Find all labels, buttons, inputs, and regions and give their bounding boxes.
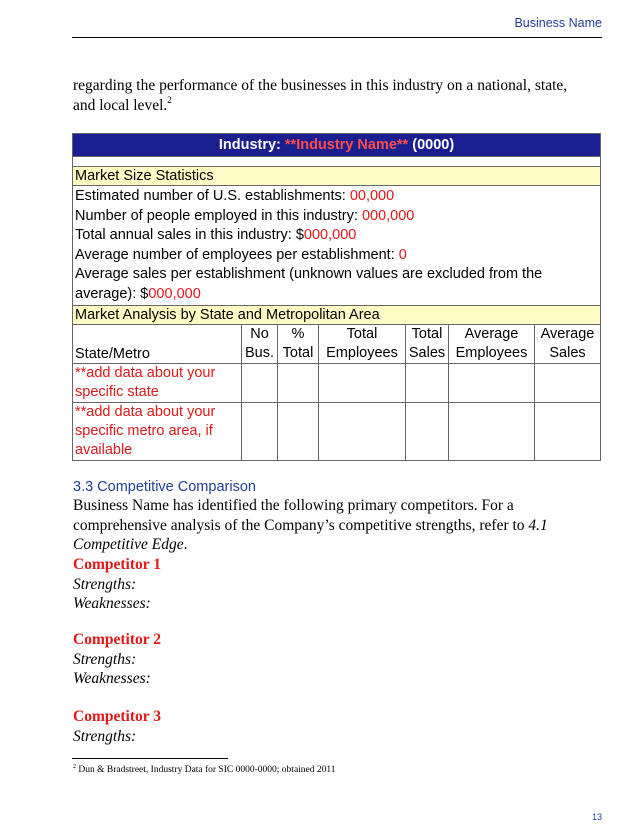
intro-footnote-ref: 2 bbox=[167, 95, 172, 105]
table-cell bbox=[449, 364, 535, 403]
industry-table bbox=[72, 133, 601, 461]
table-spacer bbox=[73, 157, 601, 167]
industry-title-name: **Industry Name** bbox=[284, 137, 409, 153]
competitor-weaknesses: Weaknesses: bbox=[73, 595, 151, 612]
table-cell bbox=[278, 403, 319, 461]
col-avg-employees: Average Employees bbox=[449, 325, 535, 364]
col-no-bus: No Bus. bbox=[242, 325, 278, 364]
row-label-metro: **add data about your specific metro area, if available bbox=[73, 403, 242, 461]
col-total-sales: Total Sales bbox=[406, 325, 449, 364]
competitor-name: Competitor 1 bbox=[73, 556, 161, 573]
row-label-state: **add data about your specific state bbox=[73, 364, 242, 403]
competitor-strengths: Strengths: bbox=[73, 650, 137, 668]
stat-employed: Number of people employed in this industry: 000,000 bbox=[75, 207, 415, 224]
competitor-weaknesses: Weaknesses: bbox=[73, 670, 151, 687]
table-cell bbox=[406, 364, 449, 403]
table-cell bbox=[535, 364, 601, 403]
market-analysis-heading: Market Analysis by State and Metropolitan Area bbox=[73, 306, 601, 325]
table-header-row bbox=[73, 325, 601, 364]
col-state-metro: State/Metro bbox=[73, 325, 242, 364]
header-business-name: Business Name bbox=[514, 16, 602, 30]
table-row bbox=[73, 403, 601, 461]
competitor-1 bbox=[73, 555, 161, 614]
intro-paragraph bbox=[73, 76, 593, 116]
table-cell bbox=[406, 403, 449, 461]
page-number: 13 bbox=[591, 812, 602, 822]
footnote bbox=[73, 765, 336, 775]
stat-avg-employees: Average number of employees per establishment: 0 bbox=[75, 246, 407, 263]
table-cell bbox=[535, 403, 601, 461]
col-pct-total: % Total bbox=[278, 325, 319, 364]
stat-annual-sales: Total annual sales in this industry: $000,000 bbox=[75, 227, 357, 243]
industry-title bbox=[73, 134, 601, 157]
competitor-name: Competitor 2 bbox=[73, 631, 161, 648]
section-heading: 3.3 Competitive Comparison bbox=[73, 479, 256, 495]
industry-title-code: (0000) bbox=[412, 137, 455, 153]
competitor-strengths: Strengths: bbox=[73, 727, 137, 745]
competitor-2 bbox=[73, 630, 161, 689]
table-cell bbox=[319, 364, 406, 403]
table-cell bbox=[449, 403, 535, 461]
footnote-number: 2 bbox=[73, 764, 76, 770]
market-size-stats bbox=[73, 186, 601, 306]
table-cell bbox=[278, 364, 319, 403]
table-cell bbox=[319, 403, 406, 461]
footnote-text: Dun & Bradstreet, Industry Data for SIC 0000-0000; obtained 2011 bbox=[78, 765, 336, 775]
industry-title-prefix: Industry: bbox=[218, 137, 281, 153]
stat-establishments: Estimated number of U.S. establishments: 00,000 bbox=[75, 188, 395, 204]
competitor-strengths: Strengths: bbox=[73, 575, 137, 593]
market-size-heading: Market Size Statistics bbox=[73, 167, 601, 186]
table-cell bbox=[242, 364, 278, 403]
section-paragraph: Business Name has identified the following primary competitors. For a comprehensive analysis of the Company’s competitive strengths, refer to 4.1 Competitive Edge. bbox=[73, 497, 548, 553]
stat-avg-sales: Average sales per establishment (unknown values are excluded from the average): $000,000 bbox=[75, 266, 543, 302]
col-total-employees: Total Employees bbox=[319, 325, 406, 364]
table-cell bbox=[242, 403, 278, 461]
col-avg-sales: Average Sales bbox=[535, 325, 601, 364]
header-divider bbox=[72, 37, 602, 38]
competitor-name: Competitor 3 bbox=[73, 708, 161, 725]
competitor-3 bbox=[73, 707, 161, 746]
table-row bbox=[73, 364, 601, 403]
intro-text: regarding the performance of the businesses in this industry on a national, state, and local level. bbox=[73, 77, 568, 114]
section-cross-ref: 4.1 Competitive Edge bbox=[73, 516, 548, 553]
footnote-divider bbox=[72, 758, 228, 759]
